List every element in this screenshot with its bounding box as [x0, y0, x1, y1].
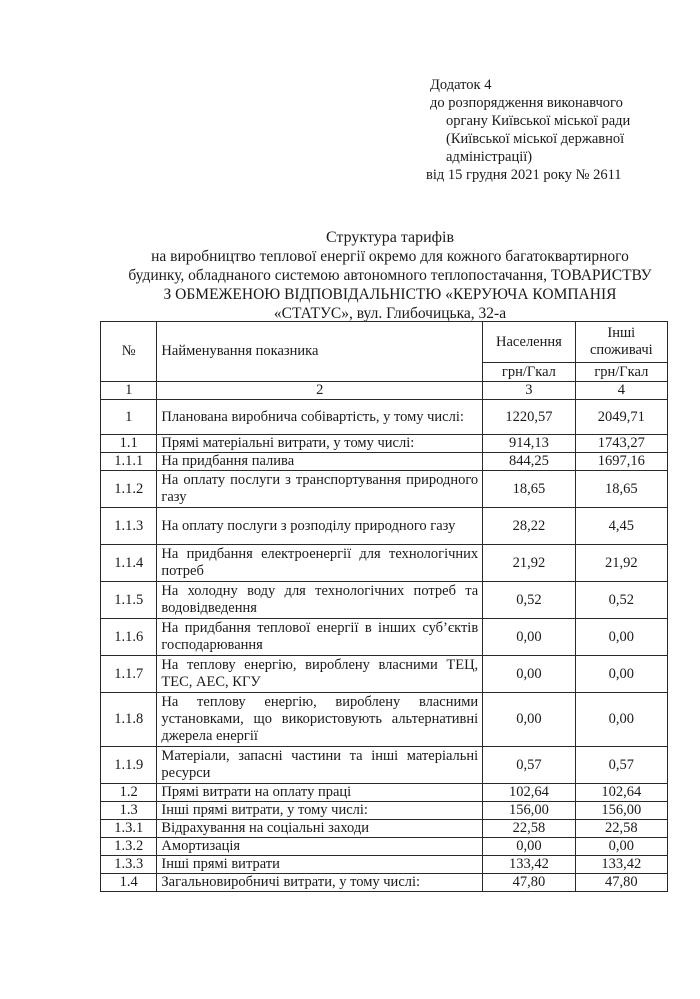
row-population-value: 1220,57 — [483, 400, 575, 435]
table-row — [101, 693, 668, 747]
row-other-value: 2049,71 — [575, 400, 667, 435]
title-line-3: будинку, обладнаного системою автономного теплопостачання, ТОВАРИСТВУ — [128, 267, 652, 284]
row-other-value: 0,00 — [575, 838, 667, 856]
row-population-value: 0,00 — [483, 656, 575, 693]
row-num: 1.1.3 — [101, 508, 157, 545]
row-population-value: 0,00 — [483, 693, 575, 747]
annex-date: від 15 грудня 2021 року № 2611 — [426, 167, 622, 183]
row-name: Планована виробнича собівартість, у тому числі: — [157, 400, 483, 435]
row-name: На придбання теплової енергії в інших суб’єктів господарювання — [157, 619, 483, 656]
row-num: 1.1.9 — [101, 747, 157, 784]
row-name: На придбання електроенергії для технологічних потреб — [157, 545, 483, 582]
header-num: № — [101, 322, 157, 382]
row-num: 1.1.5 — [101, 582, 157, 619]
row-name: Прямі матеріальні витрати, у тому числі: — [157, 435, 483, 453]
row-num: 1.1.4 — [101, 545, 157, 582]
row-name: На оплату послуги з розподілу природного газу — [157, 508, 483, 545]
table-row — [101, 820, 668, 838]
row-num: 1.4 — [101, 874, 157, 892]
annex-line-admin: (Київської міської державної — [446, 131, 625, 147]
row-other-value: 156,00 — [575, 802, 667, 820]
table-row — [101, 656, 668, 693]
header-name: Найменування показника — [157, 322, 483, 382]
row-other-value: 102,64 — [575, 784, 667, 802]
row-population-value: 156,00 — [483, 802, 575, 820]
row-name: Інші прямі витрати — [157, 856, 483, 874]
row-other-value: 4,45 — [575, 508, 667, 545]
table-row — [101, 802, 668, 820]
row-other-value: 133,42 — [575, 856, 667, 874]
row-population-value: 914,13 — [483, 435, 575, 453]
row-other-value: 0,00 — [575, 619, 667, 656]
index-cell: 4 — [575, 382, 667, 400]
annex-line-admin-end: адміністрації) — [446, 149, 533, 165]
row-num: 1.1 — [101, 435, 157, 453]
row-population-value: 0,00 — [483, 838, 575, 856]
row-name: На теплову енергію, вироблену власними установками, що використовують альтернативні джерела енергії — [157, 693, 483, 747]
row-name: На теплову енергію, вироблену власними ТЕЦ, ТЕС, АЕС, КГУ — [157, 656, 483, 693]
table-row — [101, 453, 668, 471]
row-population-value: 844,25 — [483, 453, 575, 471]
index-cell: 2 — [157, 382, 483, 400]
title-line-5: «СТАТУС», вул. Глибочицька, 32-а — [273, 305, 507, 322]
row-population-value: 0,57 — [483, 747, 575, 784]
row-population-value: 0,52 — [483, 582, 575, 619]
row-population-value: 18,65 — [483, 471, 575, 508]
table-row — [101, 582, 668, 619]
table-row — [101, 784, 668, 802]
header-other: Інші споживачі — [575, 322, 667, 363]
document-title — [110, 228, 670, 323]
row-num: 1.1.7 — [101, 656, 157, 693]
row-population-value: 21,92 — [483, 545, 575, 582]
index-cell: 1 — [101, 382, 157, 400]
row-population-value: 133,42 — [483, 856, 575, 874]
annex-line-order: до розпорядження виконавчого — [430, 95, 623, 111]
row-num: 1.1.2 — [101, 471, 157, 508]
row-other-value: 47,80 — [575, 874, 667, 892]
table-row — [101, 471, 668, 508]
row-name: Прямі витрати на оплату праці — [157, 784, 483, 802]
table-row — [101, 545, 668, 582]
table-row — [101, 856, 668, 874]
row-name: На холодну воду для технологічних потреб та водовідведення — [157, 582, 483, 619]
table-row — [101, 508, 668, 545]
header-population: Населення — [483, 322, 575, 363]
annex-label: Додаток 4 — [430, 77, 492, 93]
row-other-value: 21,92 — [575, 545, 667, 582]
index-cell: 3 — [483, 382, 575, 400]
annex-header — [426, 76, 690, 184]
row-num: 1 — [101, 400, 157, 435]
row-other-value: 1697,16 — [575, 453, 667, 471]
row-num: 1.1.6 — [101, 619, 157, 656]
title-line-1: Структура тарифів — [325, 229, 455, 246]
row-name: На оплату послуги з транспортування природного газу — [157, 471, 483, 508]
row-other-value: 1743,27 — [575, 435, 667, 453]
row-name: Загальновиробничі витрати, у тому числі: — [157, 874, 483, 892]
header-unit-other: грн/Гкал — [575, 363, 667, 382]
title-line-2: на виробництво теплової енергії окремо для кожного багатоквартирного — [151, 248, 629, 265]
row-num: 1.3.3 — [101, 856, 157, 874]
title-line-4: З ОБМЕЖЕНОЮ ВІДПОВІДАЛЬНІСТЮ «КЕРУЮЧА КОМПАНІЯ — [163, 286, 617, 303]
table-row — [101, 747, 668, 784]
row-name: Матеріали, запасні частини та інші матеріальні ресурси — [157, 747, 483, 784]
table-row — [101, 400, 668, 435]
row-other-value: 18,65 — [575, 471, 667, 508]
row-name: Інші прямі витрати, у тому числі: — [157, 802, 483, 820]
row-other-value: 22,58 — [575, 820, 667, 838]
column-index-row — [101, 382, 668, 400]
row-num: 1.3.1 — [101, 820, 157, 838]
row-num: 1.3 — [101, 802, 157, 820]
row-population-value: 102,64 — [483, 784, 575, 802]
row-other-value: 0,57 — [575, 747, 667, 784]
row-population-value: 22,58 — [483, 820, 575, 838]
row-other-value: 0,00 — [575, 656, 667, 693]
table-row — [101, 874, 668, 892]
row-name: Відрахування на соціальні заходи — [157, 820, 483, 838]
row-num: 1.1.8 — [101, 693, 157, 747]
row-name: На придбання палива — [157, 453, 483, 471]
tariff-structure-table — [100, 321, 668, 892]
row-population-value: 0,00 — [483, 619, 575, 656]
table-row — [101, 838, 668, 856]
row-num: 1.3.2 — [101, 838, 157, 856]
row-name: Амортизація — [157, 838, 483, 856]
row-population-value: 28,22 — [483, 508, 575, 545]
annex-line-body: органу Київської міської ради — [446, 113, 631, 129]
header-unit-population: грн/Гкал — [483, 363, 575, 382]
row-num: 1.1.1 — [101, 453, 157, 471]
row-num: 1.2 — [101, 784, 157, 802]
table-row — [101, 619, 668, 656]
row-other-value: 0,52 — [575, 582, 667, 619]
row-other-value: 0,00 — [575, 693, 667, 747]
row-population-value: 47,80 — [483, 874, 575, 892]
table-row — [101, 435, 668, 453]
